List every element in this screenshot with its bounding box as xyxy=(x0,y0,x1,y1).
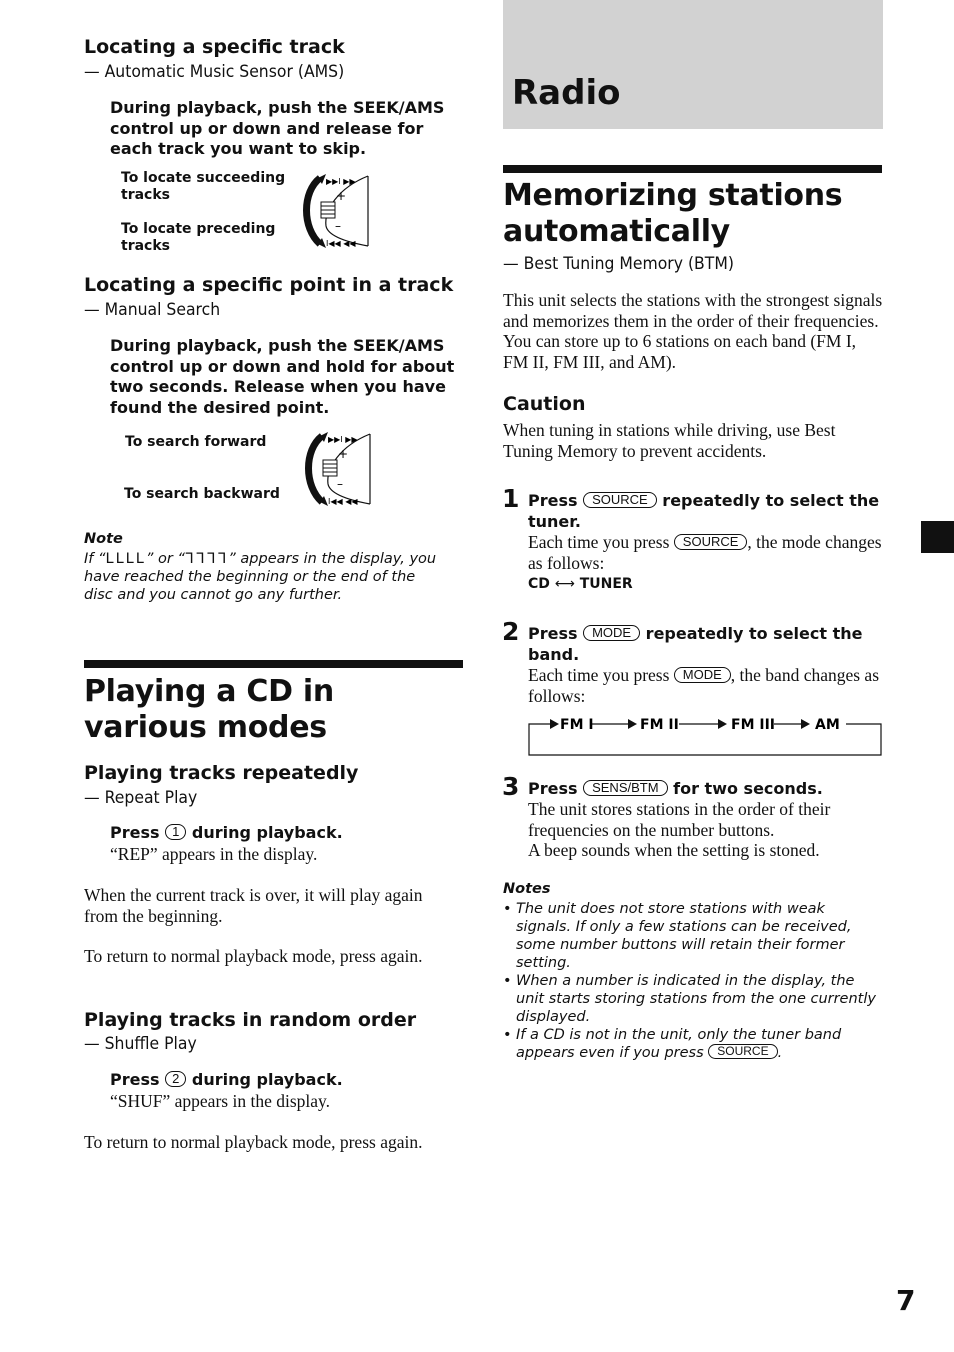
ams-instruction: During playback, push the SEEK/AMS control up or down and release for each track you want to skip. xyxy=(110,98,445,158)
manual-subheading: — Manual Search xyxy=(84,300,221,320)
band-fm3: FM III xyxy=(731,717,775,733)
page-number: 7 xyxy=(896,1284,916,1317)
ams-subheading: — Automatic Music Sensor (AMS) xyxy=(84,62,345,82)
notes-label: Notes xyxy=(503,881,551,897)
source-key-inline: SOURCE xyxy=(674,534,748,550)
radio-header-box xyxy=(503,0,883,129)
source-key-note: SOURCE xyxy=(708,1044,777,1059)
band-cycle-diagram xyxy=(528,712,883,758)
svg-text:I◀◀ ◀◀: I◀◀ ◀◀ xyxy=(328,497,358,506)
note-item: • If a CD is not in the unit, only the tuner band appears even if you press SOURCE . xyxy=(503,1026,883,1062)
repeat-subheading: — Repeat Play xyxy=(84,788,198,808)
key-2: 2 xyxy=(165,1071,186,1087)
caution-heading: Caution xyxy=(503,393,586,415)
shuffle-heading: Playing tracks in random order xyxy=(84,1009,417,1031)
modes-title: Playing a CD in various modes xyxy=(84,674,334,745)
svg-text:▶▶I ▶▶: ▶▶I ▶▶ xyxy=(328,435,358,444)
svg-text:+: + xyxy=(336,189,347,203)
svg-text:I◀◀ ◀◀: I◀◀ ◀◀ xyxy=(326,239,356,248)
step-1-instruction: Press SOURCE repeatedly to select the tuner. xyxy=(528,491,880,531)
display-glyph-start: ᒪᒪᒪᒪ xyxy=(105,551,146,567)
step-2-instruction: Press MODE repeatedly to select the band. xyxy=(528,624,863,664)
shuffle-result: “SHUF” appears in the display. xyxy=(110,1091,330,1111)
note-text: If “ᒪᒪᒪᒪ” or “ᒣᒣᒣᒣ” appears in the display, you have reached the beginning or the end of the disc and you cannot go any further. xyxy=(84,551,437,603)
caution-text: When tuning in stations while driving, use Best Tuning Memory to prevent accidents. xyxy=(503,420,836,461)
ams-label-up: To locate succeeding tracks xyxy=(121,170,286,203)
btm-intro: This unit selects the stations with the strongest signals and memorizes them in the order of their frequencies. You can store up to 6 stations on each band (FM I, FM II, FM III, and AM). xyxy=(503,290,883,372)
note-label: Note xyxy=(84,531,123,547)
note-item: • When a number is indicated in the display, the unit starts storing stations from the one currently displayed. xyxy=(503,972,883,1026)
mode-key-inline: MODE xyxy=(674,667,731,683)
shuffle-subheading: — Shuffle Play xyxy=(84,1034,197,1054)
ams-label-down: To locate preceding tracks xyxy=(121,221,276,254)
sens-btm-key: SENS/BTM xyxy=(583,780,667,796)
band-am: AM xyxy=(815,717,840,733)
step-3-instruction: Press SENS/BTM for two seconds. xyxy=(528,779,823,798)
step-3-description-2: A beep sounds when the setting is stoned. xyxy=(528,840,820,860)
step-2-description: Each time you press MODE , the band changes as follows: xyxy=(528,665,880,706)
source-key: SOURCE xyxy=(583,492,657,508)
btm-subheading: — Best Tuning Memory (BTM) xyxy=(503,254,734,274)
seek-ams-control-diagram xyxy=(288,170,378,252)
manual-label-down: To search backward xyxy=(124,486,280,502)
ams-heading: Locating a specific track xyxy=(84,36,345,58)
repeat-result: “REP” appears in the display. xyxy=(110,844,318,864)
step-3-number: 3 xyxy=(502,772,520,801)
repeat-heading: Playing tracks repeatedly xyxy=(84,762,359,784)
radio-title: Radio xyxy=(512,73,621,113)
svg-text:–: – xyxy=(335,219,341,233)
mode-key: MODE xyxy=(583,625,640,641)
step-1-description: Each time you press SOURCE , the mode changes as follows: xyxy=(528,532,882,573)
repeat-instruction: Press 1 during playback. xyxy=(110,823,343,842)
band-fm2: FM II xyxy=(640,717,679,733)
section-bar xyxy=(84,660,463,668)
key-1: 1 xyxy=(165,824,186,840)
mode-flow: CD ⟷ TUNER xyxy=(528,576,633,592)
svg-text:+: + xyxy=(338,447,349,461)
repeat-para-2: To return to normal playback mode, press again. xyxy=(84,946,423,966)
note-item: • The unit does not store stations with weak signals. If only a few stations can be received, some number buttons will retain their former setting. xyxy=(503,900,883,972)
repeat-para-1: When the current track is over, it will play again from the beginning. xyxy=(84,885,423,926)
svg-text:▶▶I ▶▶: ▶▶I ▶▶ xyxy=(326,177,356,186)
svg-text:–: – xyxy=(337,477,343,491)
manual-instruction: During playback, push the SEEK/AMS control up or down and hold for about two seconds. Release when you have found the desired point. xyxy=(110,336,455,417)
section-bar-2 xyxy=(503,165,882,173)
seek-ams-control-diagram-2 xyxy=(290,428,380,510)
step-2-number: 2 xyxy=(502,617,520,646)
step-1-number: 1 xyxy=(502,484,520,513)
notes-list xyxy=(503,900,883,1062)
manual-label-up: To search forward xyxy=(125,434,267,450)
band-fm1: FM I xyxy=(560,717,594,733)
display-glyph-end: ᒣᒣᒣᒣ xyxy=(184,551,229,567)
manual-heading: Locating a specific point in a track xyxy=(84,274,454,296)
bidirectional-arrow-icon: ⟷ xyxy=(554,576,575,592)
chapter-tab xyxy=(921,521,954,553)
step-3-description: The unit stores stations in the order of their frequencies on the number buttons. xyxy=(528,799,831,840)
shuffle-para-1: To return to normal playback mode, press again. xyxy=(84,1132,423,1152)
shuffle-instruction: Press 2 during playback. xyxy=(110,1070,343,1089)
btm-title: Memorizing stations automatically xyxy=(503,178,843,249)
